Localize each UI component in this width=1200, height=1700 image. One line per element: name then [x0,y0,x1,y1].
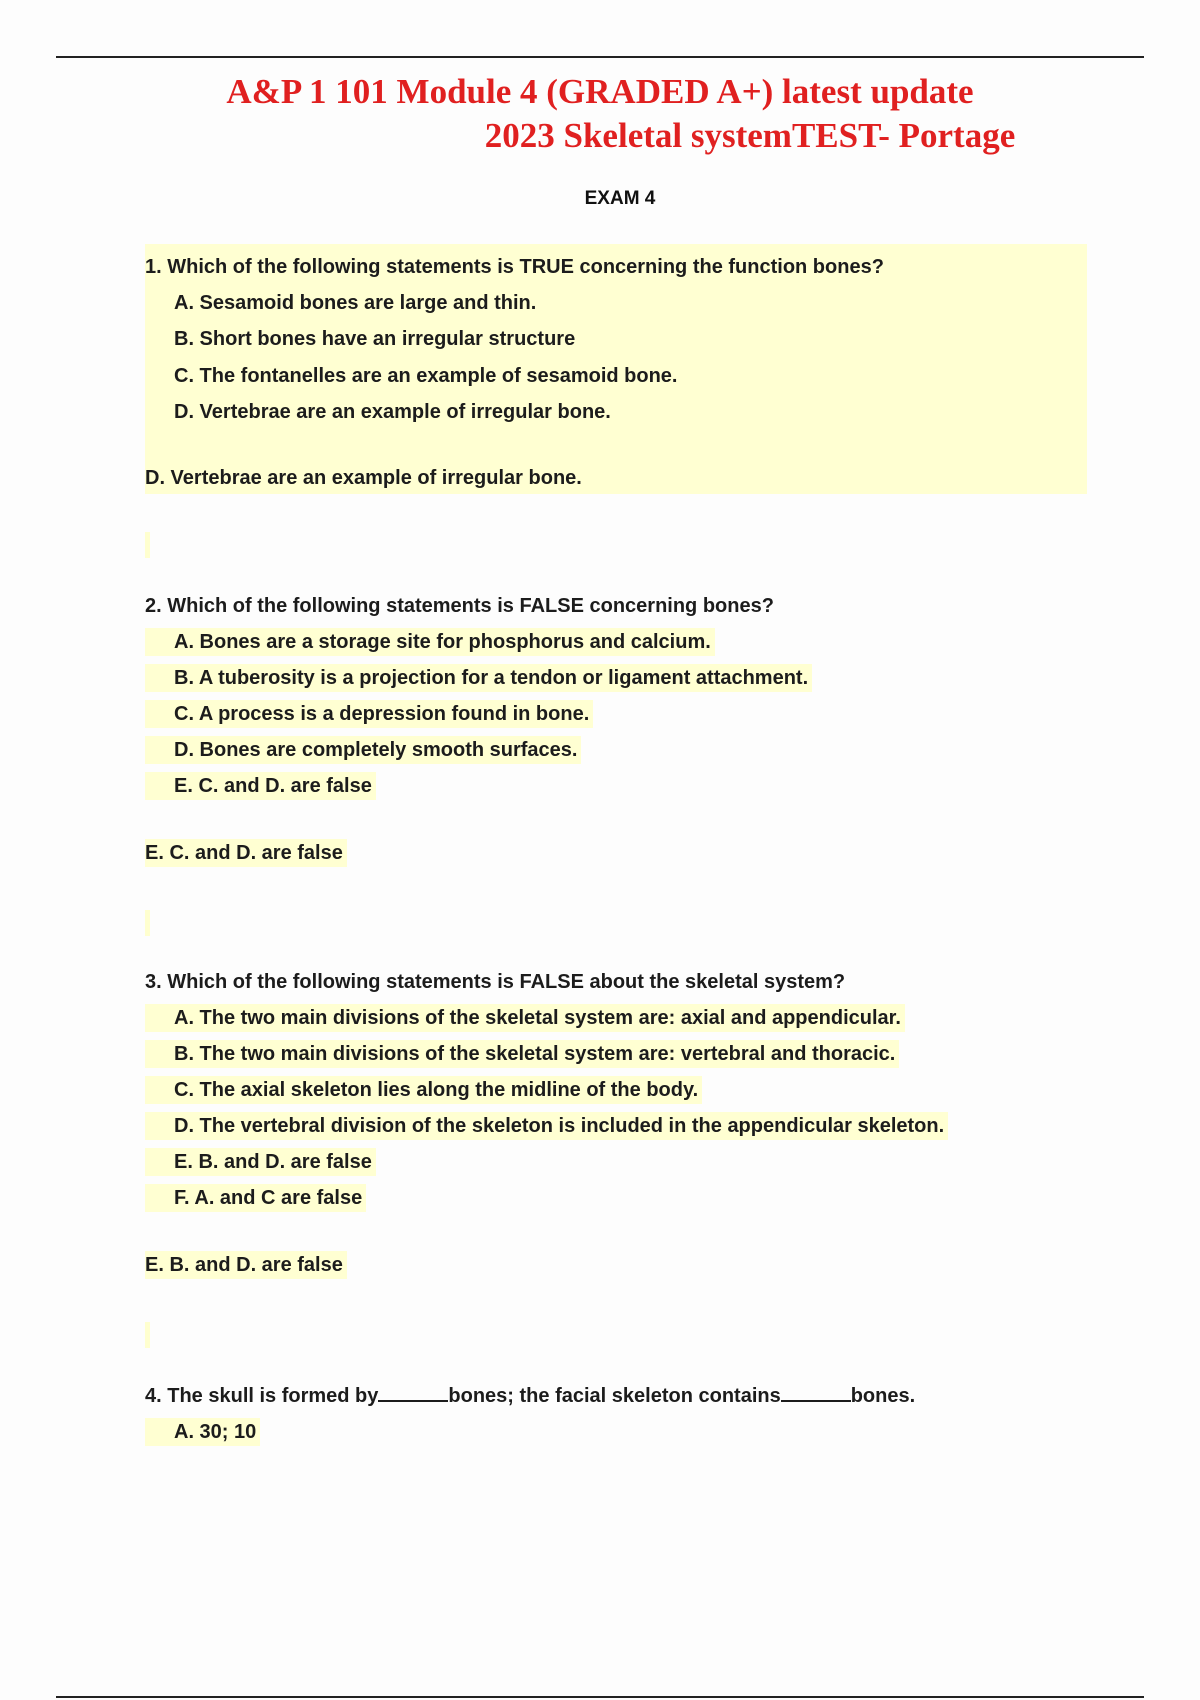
question-4-text [145,1380,915,1410]
title-line-2: 2023 Skeletal systemTEST- Portage [484,116,1016,155]
question-3-option-a: A. The two main divisions of the skeletal system are: axial and appendicular. [145,1004,905,1032]
question-2-option-b: B. A tuberosity is a projection for a tendon or ligament attachment. [145,664,812,692]
highlight-marker [145,532,150,558]
question-3-answer: E. B. and D. are false [145,1251,347,1279]
highlight-marker [145,910,150,936]
question-2-option-a: A. Bones are a storage site for phosphorus and calcium. [145,628,715,656]
answer-blank [781,1380,851,1402]
question-3-option-c: C. The axial skeleton lies along the midline of the body. [145,1076,702,1104]
highlight-marker [145,1322,150,1348]
question-4-text-part-2: bones; the facial skeleton contains [448,1385,781,1407]
question-4-text-part-3: bones. [850,1385,916,1407]
exam-subtitle: EXAM 4 [584,188,656,209]
question-2-answer: E. C. and D. are false [145,839,347,867]
question-2-option-d: D. Bones are completely smooth surfaces. [145,736,581,764]
question-1-option-d: D. Vertebrae are an example of irregular bone. [174,401,611,423]
question-1-option-c: C. The fontanelles are an example of sesamoid bone. [174,365,678,387]
question-3-option-e: E. B. and D. are false [145,1148,376,1176]
title-line-1: A&P 1 101 Module 4 (GRADED A+) latest update [226,72,974,111]
question-1-answer: D. Vertebrae are an example of irregular bone. [145,467,582,489]
question-3-option-d: D. The vertebral division of the skeleton is included in the appendicular skeleton. [145,1112,948,1140]
document-title [150,70,1050,158]
question-1-text: 1. Which of the following statements is TRUE concerning the function bones? [145,256,884,278]
question-2-text: 2. Which of the following statements is FALSE concerning bones? [145,595,774,617]
question-2-option-c: C. A process is a depression found in bone. [145,700,593,728]
question-3-text: 3. Which of the following statements is FALSE about the skeletal system? [145,971,846,993]
question-4-text-part-1: 4. The skull is formed by [145,1385,379,1407]
answer-blank [378,1380,448,1402]
question-1-option-b: B. Short bones have an irregular structure [174,328,576,350]
question-1-option-a: A. Sesamoid bones are large and thin. [174,292,537,314]
question-3-option-b: B. The two main divisions of the skeletal system are: vertebral and thoracic. [145,1040,899,1068]
question-2-option-e: E. C. and D. are false [145,772,376,800]
question-4-option-a: A. 30; 10 [145,1418,260,1446]
bottom-rule [56,1696,1144,1698]
top-rule [56,56,1144,58]
question-3-option-f: F. A. and C are false [145,1184,366,1212]
